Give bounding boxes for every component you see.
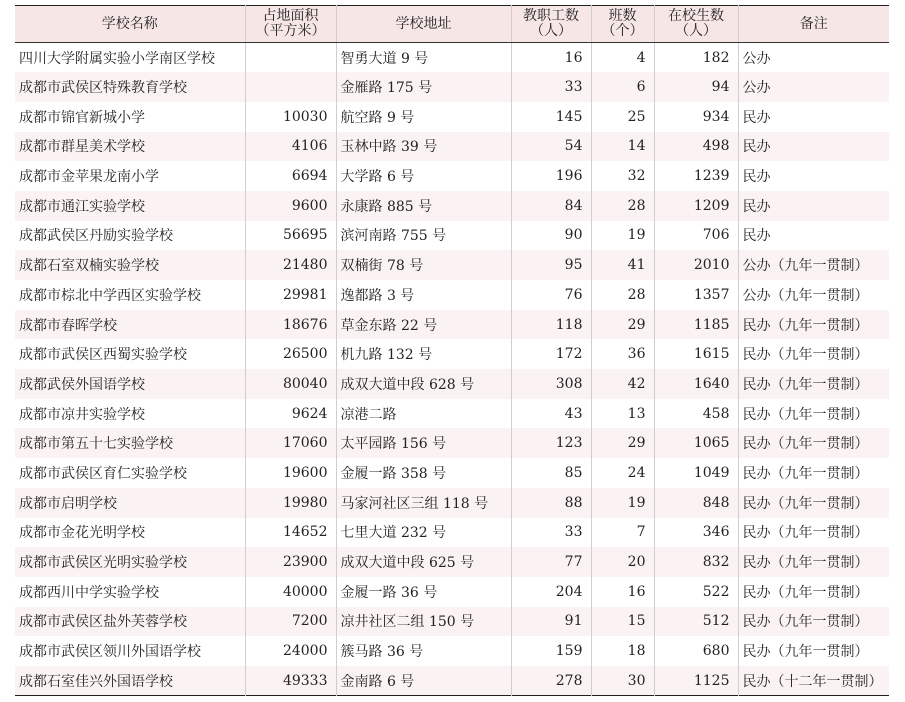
cell-area: 49333: [245, 666, 336, 696]
cell-school-name: 成都市第五十七实验学校: [19, 436, 173, 453]
cell-students: 94: [654, 72, 738, 102]
header-classes: 班数 （个）: [591, 6, 654, 43]
cell-area: 19980: [245, 488, 336, 518]
cell-area: 21480: [245, 250, 336, 280]
cell-address: 金南路 6 号: [336, 666, 511, 696]
table-row: [15, 428, 889, 458]
cell-school-name: 成都武侯外国语学校: [19, 376, 145, 393]
cell-address: 玉林中路 39 号: [336, 132, 511, 162]
cell-address: 大学路 6 号: [336, 161, 511, 191]
cell-staff: 16: [511, 43, 591, 73]
cell-address: 双楠街 78 号: [336, 250, 511, 280]
cell-staff: 33: [511, 72, 591, 102]
table-row: [15, 191, 889, 221]
cell-area: 14652: [245, 518, 336, 548]
cell-school-name: 成都市锦官新城小学: [19, 109, 145, 126]
cell-address: 金履一路 36 号: [336, 577, 511, 607]
table-row: [15, 339, 889, 369]
cell-school-name: 成都市武侯区特殊教育学校: [19, 80, 187, 97]
cell-staff: 90: [511, 221, 591, 251]
table-row: [15, 132, 889, 162]
cell-area: 80040: [245, 369, 336, 399]
header-area: 占地面积 （平方米）: [245, 6, 336, 43]
cell-address: 机九路 132 号: [336, 339, 511, 369]
cell-classes: 30: [591, 666, 654, 696]
cell-area: 24000: [245, 636, 336, 666]
cell-students: 1185: [654, 310, 738, 340]
cell-school-name: 成都市武侯区盐外芙蓉学校: [19, 614, 187, 631]
table-row: [15, 547, 889, 577]
header-note: 备注: [738, 6, 889, 43]
table-row: [15, 488, 889, 518]
cell-staff: 204: [511, 577, 591, 607]
table-body: [15, 43, 889, 696]
cell-area: 6694: [245, 161, 336, 191]
table-row: [15, 369, 889, 399]
cell-note: 民办（九年一贯制）: [738, 547, 889, 577]
cell-staff: 43: [511, 399, 591, 429]
table-row: [15, 666, 889, 696]
cell-staff: 118: [511, 310, 591, 340]
cell-classes: 28: [591, 191, 654, 221]
table-row: [15, 72, 889, 102]
cell-school-name: 成都市春晖学校: [19, 317, 117, 334]
table-row: [15, 518, 889, 548]
cell-classes: 42: [591, 369, 654, 399]
cell-address: 马家河社区三组 118 号: [336, 488, 511, 518]
cell-area: [245, 43, 336, 73]
table-row: [15, 43, 889, 73]
cell-students: 346: [654, 518, 738, 548]
cell-staff: 54: [511, 132, 591, 162]
cell-staff: 95: [511, 250, 591, 280]
cell-school-name: 成都市金苹果龙南小学: [19, 169, 159, 186]
header-staff: 教职工数 （人）: [511, 6, 591, 43]
cell-students: 1615: [654, 339, 738, 369]
cell-classes: 13: [591, 399, 654, 429]
cell-classes: 19: [591, 221, 654, 251]
cell-students: 1209: [654, 191, 738, 221]
table-row: [15, 607, 889, 637]
schools-table: [15, 5, 889, 696]
cell-school-name: 成都市金花光明学校: [19, 525, 145, 542]
cell-note: 民办（十二年一贯制）: [738, 666, 889, 696]
cell-address: 滨河南路 755 号: [336, 221, 511, 251]
cell-note: 民办（九年一贯制）: [738, 488, 889, 518]
cell-note: 民办: [738, 191, 889, 221]
table-row: [15, 577, 889, 607]
cell-staff: 91: [511, 607, 591, 637]
cell-note: 公办: [738, 72, 889, 102]
cell-note: 民办（九年一贯制）: [738, 310, 889, 340]
cell-classes: 15: [591, 607, 654, 637]
cell-note: 民办（九年一贯制）: [738, 458, 889, 488]
cell-school-name: 成都市武侯区西蜀实验学校: [19, 347, 187, 364]
cell-classes: 32: [591, 161, 654, 191]
table-row: [15, 310, 889, 340]
table-row: [15, 250, 889, 280]
cell-school-name: 成都武侯区丹励实验学校: [19, 228, 173, 245]
cell-address: 七里大道 232 号: [336, 518, 511, 548]
cell-address: 凉井社区二组 150 号: [336, 607, 511, 637]
cell-area: 18676: [245, 310, 336, 340]
cell-staff: 85: [511, 458, 591, 488]
cell-address: 凉港二路: [336, 399, 511, 429]
cell-staff: 76: [511, 280, 591, 310]
cell-note: 民办（九年一贯制）: [738, 399, 889, 429]
cell-students: 512: [654, 607, 738, 637]
cell-staff: 172: [511, 339, 591, 369]
cell-area: 56695: [245, 221, 336, 251]
header-name: 学校名称: [15, 6, 245, 43]
cell-students: 2010: [654, 250, 738, 280]
cell-students: 498: [654, 132, 738, 162]
header-address: 学校地址: [336, 6, 511, 43]
cell-note: 民办（九年一贯制）: [738, 518, 889, 548]
table-row: [15, 280, 889, 310]
cell-classes: 25: [591, 102, 654, 132]
cell-note: 民办（九年一贯制）: [738, 577, 889, 607]
cell-students: 934: [654, 102, 738, 132]
cell-classes: 14: [591, 132, 654, 162]
cell-classes: 18: [591, 636, 654, 666]
cell-area: 9624: [245, 399, 336, 429]
cell-students: 1357: [654, 280, 738, 310]
cell-classes: 24: [591, 458, 654, 488]
cell-classes: 41: [591, 250, 654, 280]
cell-staff: 123: [511, 428, 591, 458]
cell-classes: 19: [591, 488, 654, 518]
cell-students: 1125: [654, 666, 738, 696]
cell-address: 草金东路 22 号: [336, 310, 511, 340]
cell-staff: 33: [511, 518, 591, 548]
table-row: [15, 102, 889, 132]
cell-students: 1049: [654, 458, 738, 488]
cell-students: 1239: [654, 161, 738, 191]
cell-students: 522: [654, 577, 738, 607]
cell-note: 民办（九年一贯制）: [738, 369, 889, 399]
cell-classes: 20: [591, 547, 654, 577]
cell-note: 公办（九年一贯制）: [738, 280, 889, 310]
table-row: [15, 458, 889, 488]
cell-address: 航空路 9 号: [336, 102, 511, 132]
cell-area: 4106: [245, 132, 336, 162]
cell-school-name: 成都市通江实验学校: [19, 198, 145, 215]
cell-area: 9600: [245, 191, 336, 221]
cell-school-name: 四川大学附属实验小学南区学校: [19, 50, 215, 67]
cell-classes: 6: [591, 72, 654, 102]
cell-classes: 29: [591, 428, 654, 458]
cell-school-name: 成都市群星美术学校: [19, 139, 145, 156]
cell-classes: 28: [591, 280, 654, 310]
cell-address: 智勇大道 9 号: [336, 43, 511, 73]
cell-staff: 145: [511, 102, 591, 132]
cell-area: 19600: [245, 458, 336, 488]
cell-school-name: 成都市武侯区领川外国语学校: [19, 644, 201, 661]
table-row: [15, 161, 889, 191]
cell-classes: 36: [591, 339, 654, 369]
table-row: [15, 636, 889, 666]
cell-staff: 278: [511, 666, 591, 696]
cell-school-name: 成都市棕北中学西区实验学校: [19, 287, 201, 304]
header-row: [15, 6, 889, 43]
cell-staff: 159: [511, 636, 591, 666]
cell-address: 金雁路 175 号: [336, 72, 511, 102]
header-students: 在校生数 （人）: [654, 6, 738, 43]
cell-address: 永康路 885 号: [336, 191, 511, 221]
cell-classes: 7: [591, 518, 654, 548]
cell-classes: 4: [591, 43, 654, 73]
cell-note: 民办（九年一贯制）: [738, 428, 889, 458]
cell-area: 10030: [245, 102, 336, 132]
cell-school-name: 成都市武侯区育仁实验学校: [19, 465, 187, 482]
cell-classes: 29: [591, 310, 654, 340]
table-row: [15, 399, 889, 429]
cell-address: 逸都路 3 号: [336, 280, 511, 310]
cell-note: 民办: [738, 102, 889, 132]
cell-staff: 196: [511, 161, 591, 191]
cell-students: 1065: [654, 428, 738, 458]
cell-school-name: 成都石室佳兴外国语学校: [19, 673, 173, 690]
cell-note: 民办: [738, 221, 889, 251]
cell-school-name: 成都市启明学校: [19, 495, 117, 512]
cell-area: 40000: [245, 577, 336, 607]
cell-staff: 77: [511, 547, 591, 577]
cell-school-name: 成都石室双楠实验学校: [19, 258, 159, 275]
cell-school-name: 成都西川中学实验学校: [19, 584, 159, 601]
cell-school-name: 成都市武侯区光明实验学校: [19, 555, 187, 572]
cell-address: 成双大道中段 625 号: [336, 547, 511, 577]
cell-area: 23900: [245, 547, 336, 577]
cell-students: 706: [654, 221, 738, 251]
cell-students: 182: [654, 43, 738, 73]
cell-area: 17060: [245, 428, 336, 458]
table-row: [15, 221, 889, 251]
cell-area: [245, 72, 336, 102]
cell-address: 金履一路 358 号: [336, 458, 511, 488]
cell-staff: 84: [511, 191, 591, 221]
cell-note: 民办: [738, 132, 889, 162]
cell-students: 680: [654, 636, 738, 666]
cell-students: 832: [654, 547, 738, 577]
cell-note: 民办: [738, 161, 889, 191]
cell-address: 成双大道中段 628 号: [336, 369, 511, 399]
cell-students: 848: [654, 488, 738, 518]
cell-area: 7200: [245, 607, 336, 637]
cell-note: 公办（九年一贯制）: [738, 250, 889, 280]
cell-staff: 88: [511, 488, 591, 518]
cell-school-name: 成都市凉井实验学校: [19, 406, 145, 423]
cell-address: 太平园路 156 号: [336, 428, 511, 458]
cell-classes: 16: [591, 577, 654, 607]
cell-students: 458: [654, 399, 738, 429]
cell-note: 公办: [738, 43, 889, 73]
cell-note: 民办（九年一贯制）: [738, 339, 889, 369]
cell-area: 26500: [245, 339, 336, 369]
cell-students: 1640: [654, 369, 738, 399]
cell-area: 29981: [245, 280, 336, 310]
cell-note: 民办（九年一贯制）: [738, 607, 889, 637]
cell-address: 簇马路 36 号: [336, 636, 511, 666]
cell-note: 民办（九年一贯制）: [738, 636, 889, 666]
cell-staff: 308: [511, 369, 591, 399]
